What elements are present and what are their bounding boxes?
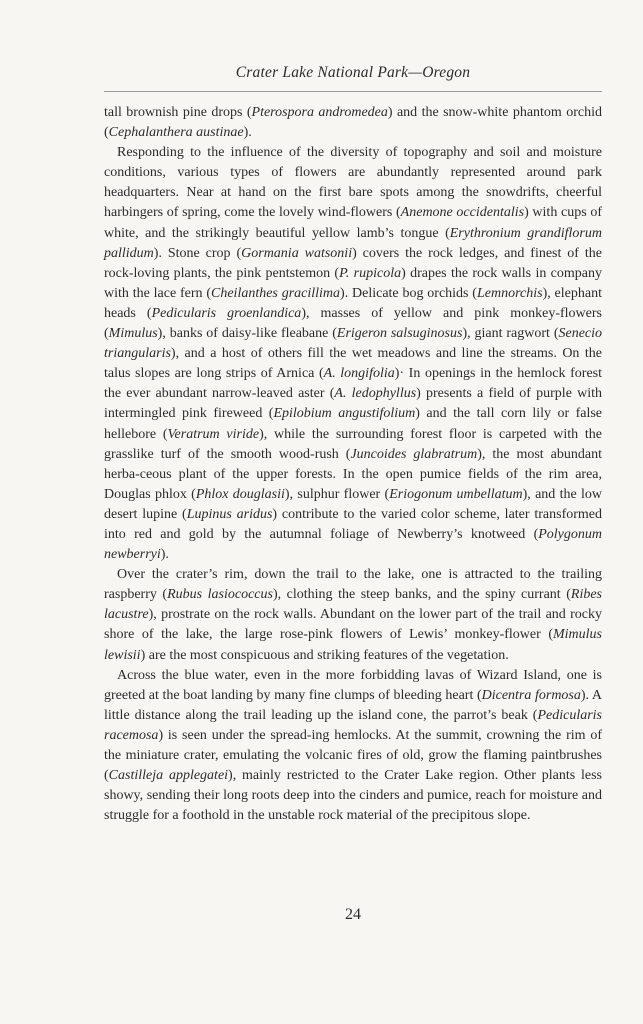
species-name: Epilobium angustifolium bbox=[273, 406, 416, 422]
species-name: Polygonum newberryi bbox=[104, 526, 602, 563]
text-run: ), prostrate on the rock walls. Abundant on the lower part of the trail and rocky shore of the lake, the large rose-pink flowers of Lewis’ monkey-flower ( bbox=[104, 607, 602, 643]
text-run: Over the crater’s rim, down the trail to the lake, one is attracted to the trailing raspberry ( bbox=[104, 567, 602, 603]
species-name: Pedicularis racemosa bbox=[104, 707, 602, 743]
text-run: ) and the snow-white phantom orchid ( bbox=[104, 105, 602, 141]
text-run: ). A little distance along the trail leading up the island cone, the parrot’s beak ( bbox=[104, 687, 602, 723]
species-name: Pterospora andromedea bbox=[251, 105, 388, 120]
text-run: ) contribute to the varied color scheme, later transformed into red and gold by the autumnal foliage of Newberry’s knotweed ( bbox=[104, 506, 602, 542]
species-name: Erigeron salsuginosus bbox=[336, 326, 463, 342]
text-run: ), banks of daisy-like fleabane ( bbox=[157, 326, 337, 342]
text-run: ). Delicate bog orchids ( bbox=[340, 285, 477, 301]
body-text bbox=[104, 103, 602, 826]
text-run: ), while the surrounding forest floor is carpeted with the grasslike turf of the smooth wood-rush ( bbox=[104, 426, 603, 462]
text-run: ) presents a field of purple with intermingled pink fireweed ( bbox=[104, 386, 602, 422]
species-name: Cephalanthera austinae bbox=[108, 125, 244, 141]
species-name: Cheilanthes gracillima bbox=[211, 285, 341, 301]
text-run: ), the most abundant herba-ceous plant of the upper forests. In the open pumice fields of the rim area, Douglas phlox ( bbox=[104, 446, 602, 502]
species-name: Gormania watsonii bbox=[241, 245, 353, 261]
text-run: ) drapes the rock walls in company with the lace fern ( bbox=[104, 265, 602, 301]
species-name: Senecio triangularis bbox=[104, 326, 603, 362]
species-name: Veratrum viride bbox=[167, 426, 260, 442]
text-run: ), elephant heads ( bbox=[104, 285, 602, 321]
text-run: ) and the tall corn lily or false hellebore ( bbox=[104, 406, 603, 442]
paragraph bbox=[104, 565, 602, 665]
text-run: ). Stone crop ( bbox=[153, 245, 242, 261]
text-run: Across the blue water, even in the more forbidding lavas of Wizard Island, one is greeted at the boat landing by many fine clumps of bleeding heart ( bbox=[104, 667, 602, 703]
text-run: ). bbox=[160, 547, 169, 563]
species-name: Mimulus lewisii bbox=[104, 627, 602, 663]
species-name: Lemnorchis bbox=[476, 285, 543, 301]
species-name: A. longifolia bbox=[323, 366, 395, 382]
text-run: ) are the most conspicuous and striking features of the vegetation. bbox=[140, 647, 509, 663]
species-name: Castilleja applegatei bbox=[108, 768, 229, 784]
species-name: Juncoides glabratrum bbox=[350, 446, 478, 462]
species-name: Phlox douglasii bbox=[195, 486, 285, 502]
text-run: ), clothing the steep banks, and the spiny currant ( bbox=[272, 587, 571, 603]
text-run: Responding to the influence of the diversity of topography and soil and moisture conditions, various types of flowers are abundantly represented around park headquarters. Near at hand on the first bare spots among the snowdrifts, cheerful harbingers of spring, come the lovely wind-flowers ( bbox=[104, 145, 602, 221]
species-name: Anemone occidentalis bbox=[400, 205, 525, 221]
page-number: 24 bbox=[345, 906, 361, 923]
running-header: Crater Lake National Park—Oregon bbox=[235, 64, 471, 81]
paragraph bbox=[104, 103, 602, 143]
text-run: )· In openings in the hemlock forest the ever abundant narrow-leaved aster ( bbox=[104, 366, 602, 402]
text-run: ) covers the rock ledges, and finest of the rock-loving plants, the pink pentstemon ( bbox=[104, 245, 602, 281]
species-name: Ribes lacustre bbox=[104, 587, 602, 623]
text-run: ), and a host of others fill the wet meadows and line the streams. On the talus slopes are long strips of Arnica ( bbox=[104, 346, 602, 382]
text-run: tall brownish pine drops ( bbox=[104, 105, 252, 120]
paragraph bbox=[104, 143, 602, 565]
species-name: Pedicularis groenlandica bbox=[151, 305, 302, 321]
text-run: ) with cups of white, and the strikingly beautiful yellow lamb’s tongue ( bbox=[104, 205, 602, 241]
species-name: Rubus lasiococcus bbox=[167, 587, 273, 603]
species-name: Erythronium grandiflorum pallidum bbox=[104, 225, 602, 261]
header-rule bbox=[104, 91, 602, 92]
text-run: ), masses of yellow and pink monkey-flowers ( bbox=[104, 305, 602, 342]
species-name: P. rupicola bbox=[339, 265, 402, 281]
species-name: Dicentra formosa bbox=[481, 687, 581, 703]
text-run: ), giant ragwort ( bbox=[462, 326, 559, 342]
text-run: ), and the low desert lupine ( bbox=[104, 486, 602, 522]
species-name: Eriogonum umbellatum bbox=[389, 486, 523, 502]
text-run: ), mainly restricted to the Crater Lake region. Other plants less showy, sending their long roots deep into the cinders and pumice, reach for moisture and struggle for a foothold in the unstable rock material of the precipitous slope. bbox=[104, 768, 602, 824]
text-run: ). bbox=[243, 125, 252, 141]
text-run: ) is seen under the spread-ing hemlocks. At the summit, crowning the rim of the miniature crater, emulating the volcanic fires of old, grow the flaming paintbrushes ( bbox=[104, 727, 602, 784]
text-run: ), sulphur flower ( bbox=[284, 486, 390, 502]
species-name: Mimulus bbox=[108, 326, 158, 342]
paragraph bbox=[104, 666, 602, 827]
species-name: Lupinus aridus bbox=[186, 506, 273, 522]
species-name: A. ledophyllus bbox=[334, 386, 417, 402]
